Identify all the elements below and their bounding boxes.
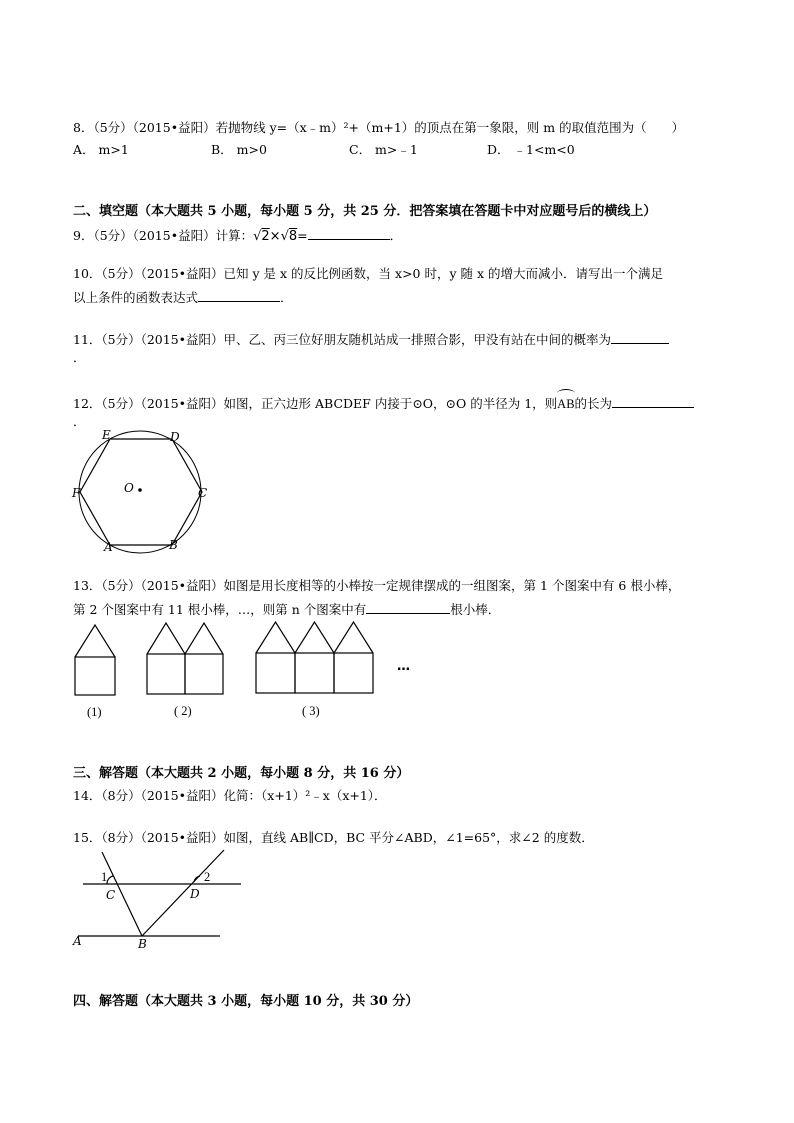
- q12-line2: ．: [73, 414, 86, 429]
- q12-arc-ab: [557, 396, 574, 412]
- line-bd: [142, 850, 224, 936]
- caption-2: ( 2): [174, 704, 192, 718]
- label-c: C: [106, 888, 116, 902]
- section3-heading: 三、解答题（本大题共 2 小题，每小题 8 分，共 16 分）: [73, 766, 410, 781]
- label-b: B: [169, 538, 178, 552]
- q9-radicand-1: 2: [261, 229, 270, 244]
- q15: 15．（8分）（2015•益阳）如图，直线 AB∥CD，BC 平分∠ABD，∠1=65°，求∠2 的度数．: [73, 830, 594, 845]
- q11-line2: ．: [73, 350, 86, 365]
- label-e: E: [102, 428, 111, 442]
- label-a: A: [104, 540, 113, 554]
- q9-answer-blank[interactable]: [308, 226, 390, 240]
- sqrt-icon: √: [280, 229, 289, 244]
- q10-line2-text: 以上条件的函数表达式: [73, 290, 199, 305]
- q13-line1: 13．（5分）（2015•益阳）如图是用长度相等的小棒按一定规律摆成的一组图案，第 1 个图案中有 6 根小棒，: [73, 578, 681, 593]
- q11-answer-blank[interactable]: [611, 330, 669, 344]
- q11-line1: [73, 330, 669, 348]
- q12-line1: [73, 394, 694, 412]
- q8-option-a: A． m>1: [73, 142, 129, 157]
- q13-text-b: 根小棒．: [450, 602, 501, 617]
- q13-line2: [73, 600, 500, 618]
- label-angle-2: 2: [204, 870, 211, 884]
- q12-arc-label: AB: [557, 397, 575, 411]
- q13-figure-stick-patterns: [70, 620, 420, 725]
- pattern-1: [75, 625, 115, 695]
- caption-3: ( 3): [302, 704, 320, 718]
- arc-icon: [557, 389, 574, 398]
- q9-radicand-2: 8: [288, 229, 298, 244]
- q14: 14．（8分）（2015•益阳）化简：（x+1）²﹣x（x+1）．: [73, 788, 387, 803]
- q9-expression: [253, 229, 297, 244]
- center-dot: [138, 488, 142, 492]
- q12-answer-blank[interactable]: [612, 394, 694, 408]
- label-b: B: [138, 937, 147, 951]
- sqrt-icon: √: [253, 229, 262, 244]
- q9-end: ．: [389, 228, 403, 243]
- q12-text-a: 12．（5分）（2015•益阳）如图，正六边形 ABCDEF 内接于⊙O，⊙O 的半径为 1，则: [73, 396, 558, 411]
- label-c: C: [198, 486, 208, 500]
- section4-heading: 四、解答题（本大题共 3 小题，每小题 10 分，共 30 分）: [73, 994, 419, 1009]
- q11-text: 11．（5分）（2015•益阳）甲、乙、丙三位好朋友随机站成一排照合影，甲没有站在中间的概率为: [73, 332, 612, 347]
- q10-line2: [73, 288, 293, 306]
- q10-end: ．: [280, 290, 293, 305]
- q8-stem: 8．（5分）（2015•益阳）若抛物线 y=（x﹣m）²+（m+1）的顶点在第一象限，则 m 的取值范围为（ ）: [73, 120, 685, 135]
- pattern-2: [147, 623, 223, 694]
- q10-answer-blank[interactable]: [198, 288, 280, 302]
- pattern-3: [256, 622, 373, 693]
- q8-option-c: C． m>﹣1: [349, 142, 418, 157]
- q9-times: ×: [269, 229, 281, 244]
- label-angle-1: 1: [101, 870, 108, 884]
- label-a: A: [73, 934, 82, 948]
- q12-text-b: 的长为: [574, 396, 613, 411]
- q8-option-b: B． m>0: [211, 142, 267, 157]
- pattern-ellipsis: …: [397, 659, 410, 674]
- caption-1: (1): [87, 705, 102, 719]
- q8-options: [73, 142, 673, 158]
- q13-text-a: 第 2 个图案中有 11 根小棒，…，则第 n 个图案中有: [73, 602, 367, 617]
- circle-o: [79, 431, 201, 553]
- hexagon-abcdef: [80, 439, 202, 545]
- q8-option-d: D． ﹣1<m<0: [487, 142, 575, 157]
- q9: [73, 226, 402, 245]
- q15-figure-parallel-lines: [70, 848, 250, 950]
- q9-prefix: 9．（5分）（2015•益阳）计算：: [73, 228, 254, 243]
- angle-1-arc: [107, 876, 113, 884]
- label-d: D: [170, 430, 180, 444]
- q13-answer-blank[interactable]: [366, 600, 450, 614]
- label-o: O: [124, 481, 134, 495]
- label-d: D: [190, 887, 200, 901]
- label-f: F: [72, 486, 81, 500]
- section2-heading: 二、填空题（本大题共 5 小题，每小题 5 分，共 25 分．把答案填在答题卡中对应题号后的横线上）: [73, 204, 657, 219]
- q9-equals: =: [297, 228, 308, 243]
- q10-line1: 10．（5分）（2015•益阳）已知 y 是 x 的反比例函数，当 x>0 时，y 随 x 的增大而减小．请写出一个满足: [73, 266, 664, 281]
- q12-figure-hexagon-in-circle: [66, 428, 226, 558]
